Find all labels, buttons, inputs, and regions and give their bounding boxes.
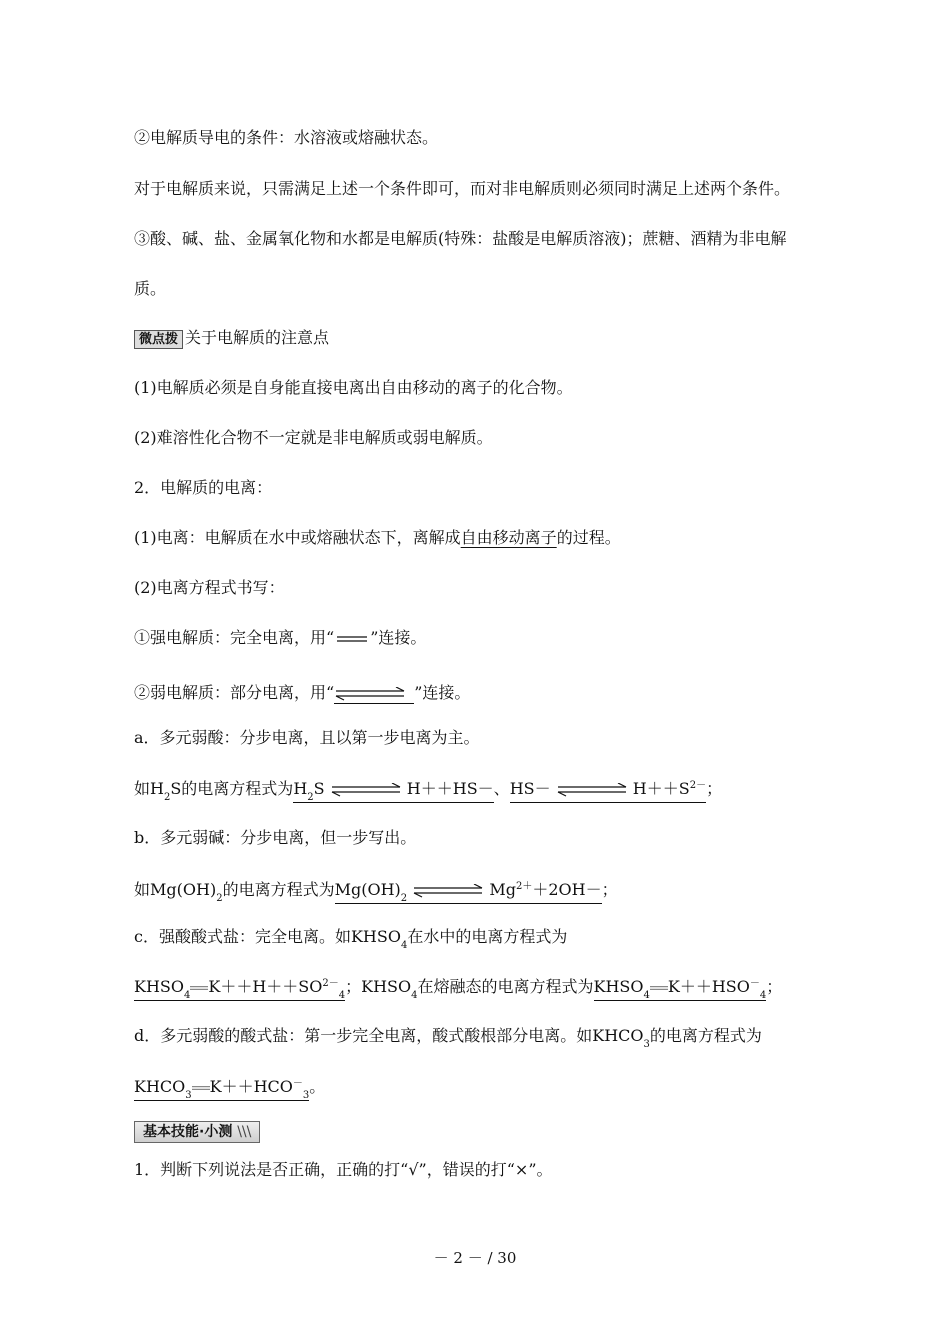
tip-line (134, 328, 329, 349)
page-number: － 2 － / 30 (433, 1249, 517, 1267)
reversible-arrow-icon (330, 783, 402, 797)
subscript: 3 (302, 1090, 310, 1101)
formula: Mg(OH) (334, 880, 401, 899)
subscript: 2 (163, 792, 171, 803)
text-segment: ②弱电解质：部分电离，用“ (134, 683, 335, 702)
text-segment: ； (766, 977, 783, 996)
formula: K＋＋H＋＋SO (208, 977, 323, 996)
equation-line (134, 779, 722, 803)
text-segment: 如H (134, 779, 164, 798)
text-line: a．多元弱酸：分步电离，且以第一步电离为主。 (134, 728, 480, 747)
text-line (134, 1026, 762, 1049)
text-segment: 如Mg(OH) (134, 880, 217, 899)
superscript: 2－ (689, 780, 707, 791)
blank-answer (334, 683, 414, 704)
text-segment: 的过程。 (556, 528, 621, 547)
subscript: 4 (643, 990, 650, 1001)
subscript: 2 (400, 893, 408, 904)
section-banner (134, 1121, 260, 1143)
text-segment: S的电离方程式为 (170, 779, 294, 798)
formula: KHCO (134, 1077, 186, 1096)
banner-title: 基本技能·小测 \\\ (134, 1121, 260, 1143)
subscript: 2 (307, 792, 314, 803)
text-segment: 在熔融态的电离方程式为 (417, 977, 594, 996)
equation-line (134, 880, 618, 904)
text-segment: ①强电解质：完全电离，用“ (134, 628, 335, 647)
text-segment: 的电离方程式为 (649, 1026, 762, 1045)
subscript: 4 (759, 990, 767, 1001)
subscript: 4 (183, 990, 191, 1001)
formula: H (293, 779, 308, 798)
blank-answer: 自由移动离子 (460, 528, 557, 547)
text-segment: 在水中的电离方程式为 (407, 927, 568, 946)
superscript: 2＋ (515, 881, 533, 892)
formula: K＋＋HSO (667, 977, 750, 996)
subscript: 3 (185, 1090, 192, 1101)
text-line: ③酸、碱、盐、金属氧化物和水都是电解质(特殊：盐酸是电解质溶液)；蔗糖、酒精为非电解 (134, 229, 787, 248)
equals-sign-icon (650, 983, 668, 993)
reversible-arrow-icon (556, 783, 628, 797)
text-segment: (1)电离：电解质在水中或熔融状态下，离解成 (134, 528, 461, 547)
subscript: 4 (411, 990, 418, 1001)
subscript: 3 (643, 1039, 650, 1050)
text-line: b．多元弱碱：分步电离，但一步写出。 (134, 828, 417, 847)
text-line: (1)电解质必须是自身能直接电离出自由移动的离子的化合物。 (134, 378, 573, 397)
text-line: 对于电解质来说，只需满足上述一个条件即可，而对非电解质则必须同时满足上述两个条件。 (134, 179, 791, 198)
formula: Mg (489, 880, 516, 899)
text-segment: ”连接。 (414, 683, 471, 702)
formula: ＋2OH－ (532, 880, 602, 899)
question-line: 1．判断下列说法是否正确，正确的打“√”，错误的打“×”。 (134, 1160, 553, 1179)
equals-sign-icon (337, 634, 367, 644)
text-segment: 。 (309, 1077, 326, 1096)
tip-title: 关于电解质的注意点 (185, 328, 330, 347)
formula: HS－ (509, 779, 551, 798)
text-segment: ； (706, 779, 723, 798)
text-line (134, 528, 621, 548)
text-line: ②电解质导电的条件：水溶液或熔融状态。 (134, 128, 439, 147)
text-segment: c．强酸酸式盐：完全电离。如KHSO (134, 927, 401, 946)
tip-tag: 微点拨 (134, 330, 183, 349)
text-line (134, 927, 567, 950)
formula: H＋＋S (632, 779, 690, 798)
text-segment: 的电离方程式为 (222, 880, 335, 899)
reversible-arrow-icon (334, 687, 406, 701)
equation-line (134, 977, 782, 1001)
text-segment: d．多元弱酸的酸式盐：第一步完全电离，酸式酸根部分电离。如KHCO (134, 1026, 644, 1045)
subscript: 4 (338, 990, 346, 1001)
banner-decoration: \\\ (237, 1124, 252, 1140)
blank-answer (334, 628, 370, 648)
formula: S (313, 779, 325, 798)
text-segment: 、 (493, 779, 510, 798)
subscript: 4 (400, 940, 408, 951)
section-heading: 2．电解质的电离： (134, 478, 273, 497)
text-segment: ；KHSO (345, 977, 412, 996)
superscript: － (749, 978, 760, 989)
text-line (134, 628, 426, 648)
text-segment: ”连接。 (370, 628, 427, 647)
text-line: 质。 (134, 279, 167, 298)
text-line (134, 683, 470, 704)
equals-sign-icon (192, 1083, 210, 1093)
reversible-arrow-icon (412, 884, 484, 898)
formula: KHSO (134, 977, 184, 996)
equals-sign-icon (190, 983, 208, 993)
text-line: (2)电离方程式书写： (134, 578, 285, 597)
formula: K＋＋HCO (209, 1077, 293, 1096)
formula: KHSO (593, 977, 644, 996)
equation-line (134, 1077, 325, 1101)
text-segment: ； (601, 880, 618, 899)
formula: H＋＋HS－ (406, 779, 494, 798)
subscript: 2 (216, 893, 223, 904)
text-line: (2)难溶性化合物不一定就是非电解质或弱电解质。 (134, 428, 493, 447)
superscript: 2－ (322, 978, 339, 989)
superscript: － (292, 1078, 303, 1089)
